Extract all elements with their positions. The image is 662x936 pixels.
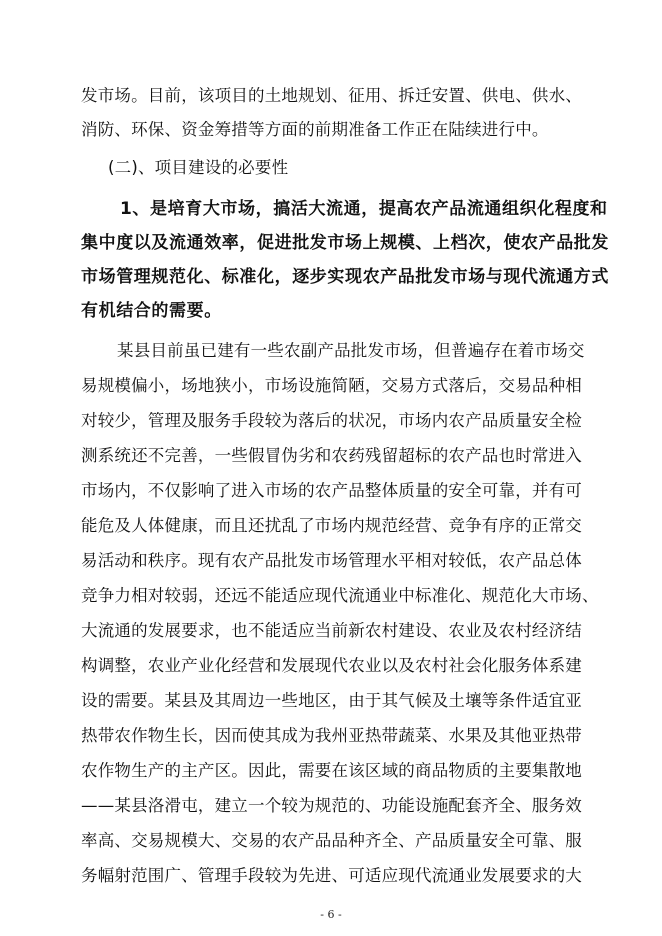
bold-point-line-1: 1、是培育大市场，搞活大流通，提高农产品流通组织化程度和: [120, 199, 608, 219]
body-line-5: 市场内，不仅影响了进入市场的农产品整体质量的安全可靠，并有可: [81, 481, 582, 500]
body-line-7: 易活动和秩序。现有农产品批发市场管理水平相对较低，农产品总体: [81, 551, 582, 570]
body-line-3: 对较少，管理及服务手段较为落后的状况，市场内农产品质量安全检: [81, 411, 582, 430]
body-line-15: 率高、交易规模大、交易的农产品品种齐全、产品质量安全可靠、服: [81, 831, 582, 850]
body-line-12: 热带农作物生长，因而使其成为我州亚热带蔬菜、水果及其他亚热带: [81, 726, 582, 745]
body-line-2: 易规模偏小，场地狭小，市场设施简陋，交易方式落后，交易品种相: [81, 376, 582, 395]
body-line-10: 构调整，农业产业化经营和发展现代农业以及农村社会化服务体系建: [81, 656, 582, 675]
continuation-line-1: 发市场。目前，该项目的土地规划、征用、拆迁安置、供电、供水、: [81, 86, 582, 105]
section-heading: (二)、项目建设的必要性: [108, 158, 289, 177]
body-line-16: 务幅射范围广、管理手段较为先进、可适应现代流通业发展要求的大: [81, 866, 582, 885]
body-line-1: 某县目前虽已建有一些农副产品批发市场，但普遍存在着市场交: [117, 341, 585, 360]
body-line-4: 测系统还不完善，一些假冒伪劣和农药残留超标的农产品也时常进入: [81, 446, 582, 465]
body-line-13: 农作物生产的主产区。因此，需要在该区域的商品物质的主要集散地: [81, 761, 582, 780]
body-line-6: 能危及人体健康，而且还扰乱了市场内规范经营、竞争有序的正常交: [81, 516, 582, 535]
continuation-line-2: 消防、环保、资金筹措等方面的前期准备工作正在陆续进行中。: [81, 120, 549, 139]
bold-point-line-3: 市场管理规范化、标准化，逐步实现农产品批发市场与现代流通方式: [81, 267, 609, 287]
body-line-14: ——某县洛滑屯，建立一个较为规范的、功能设施配套齐全、服务效: [81, 796, 582, 815]
bold-point-line-4: 有机结合的需要。: [81, 301, 222, 321]
page-number: - 6 -: [320, 908, 342, 921]
body-line-11: 设的需要。某县及其周边一些地区，由于其气候及土壤等条件适宜亚: [81, 691, 582, 710]
body-line-8: 竞争力相对较弱，还远不能适应现代流通业中标准化、规范化大市场、: [81, 586, 599, 605]
body-line-9: 大流通的发展要求，也不能适应当前新农村建设、农业及农村经济结: [81, 621, 582, 640]
bold-point-line-2: 集中度以及流通效率，促进批发市场上规模、上档次，使农产品批发: [81, 233, 609, 253]
